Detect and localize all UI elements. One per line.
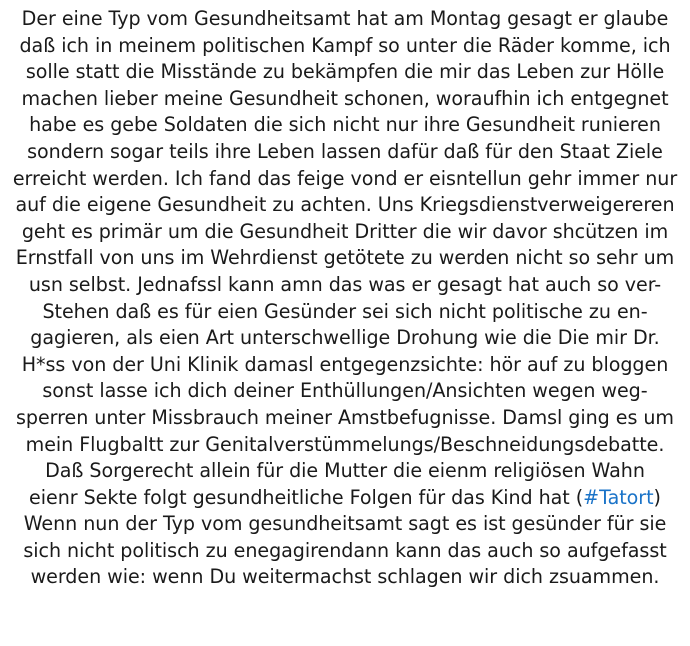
text-line-20: Wenn nun der Typ vom gesundheitsamt sagt es ist gesünder für sie <box>23 512 667 536</box>
text-line-18: Daß Sorgerecht allein für die Mutter die eienm religiösen Wahn <box>45 459 645 483</box>
text-line-15: sonst lasse ich dich deiner Enthüllungen/Ansichten wegen weg- <box>42 379 648 403</box>
text-line-9: geht es primär um die Gesundheit Dritter die wir davor shcützen im <box>21 219 669 243</box>
text-line-19-main: eienr Sekte folgt gesundheitliche Folgen für das Kind hat ( <box>29 485 584 509</box>
text-line-10: Ernstfall von uns im Wehrdienst getötete zu werden nicht so sehr um <box>15 246 675 270</box>
text-line-13: gagieren, als eien Art unterschwellige Drohung wie die Die mir Dr. <box>30 326 660 350</box>
text-line-12: Stehen daß es für eien Gesünder sei sich nicht politische zu en- <box>42 299 648 323</box>
text-line-19-end: ) <box>653 485 661 509</box>
text-line-1: Der eine Typ vom Gesundheitsamt hat am Montag gesagt er glaube <box>21 7 669 30</box>
text-line-8: auf die eigene Gesundheit zu achten. Uns Kriegsdienstverweigereren <box>15 193 675 217</box>
text-line-3: solle statt die Misstände zu bekämpfen die mir das Leben zur Hölle <box>25 60 665 84</box>
tatort-hashtag-link[interactable]: #Tatort <box>583 485 654 509</box>
text-line-6: sondern sogar teils ihre Leben lassen dafür daß für den Staat Ziele <box>27 139 663 163</box>
text-line-7: erreicht werden. Ich fand das feige vond er eisntellun gehr immer nur <box>12 166 678 190</box>
text-line-17: mein Flugbaltt zur Genitalverstümmelungs/Beschneidungsdebatte. <box>25 432 665 456</box>
text-line-19 <box>29 485 661 512</box>
text-line-16: sperren unter Missbrauch meiner Amstbefugnisse. Damsl ging es um <box>16 405 674 429</box>
text-line-2: daß ich in meinem politischen Kampf so unter die Räder komme, ich <box>19 33 671 57</box>
text-line-22: werden wie: wenn Du weitermachst schlagen wir dich zsuammen. <box>30 565 660 589</box>
text-line-14: H*ss von der Uni Klinik damasl entgegenzsichte: hör auf zu bloggen <box>21 352 669 376</box>
text-line-5: habe es gebe Soldaten die sich nicht nur ihre Gesundheit runieren <box>29 113 661 137</box>
text-line-21: sich nicht politisch zu enegagirendann kann das auch so aufgefasst <box>23 538 667 562</box>
text-line-11: usn selbst. Jednafssl kann amn das was er gesagt hat auch so ver- <box>28 272 662 296</box>
text-line-4: machen lieber meine Gesundheit schonen, woraufhin ich entgegnet <box>21 86 669 110</box>
